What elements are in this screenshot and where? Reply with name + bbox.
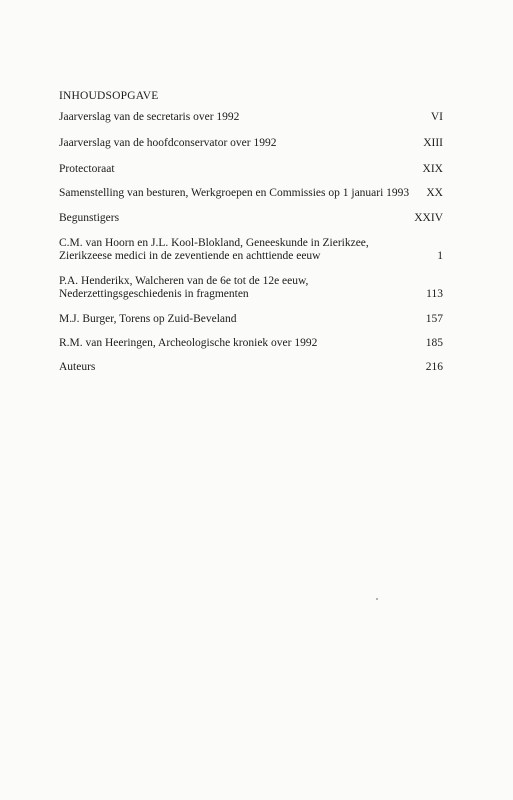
toc-entry	[59, 275, 443, 303]
toc-entry	[59, 361, 443, 375]
toc-entry-title-line: Jaarverslag van de secretaris over 1992	[59, 111, 240, 123]
toc-entry-page: 113	[426, 288, 443, 300]
toc-entry-title-line: P.A. Henderikx, Walcheren van de 6e tot de 12e eeuw,	[59, 275, 309, 287]
toc-entry-title-line: M.J. Burger, Torens op Zuid-Beveland	[59, 313, 237, 325]
toc-entry-page: XXIV	[414, 212, 443, 224]
toc-entry	[59, 313, 443, 327]
toc-entry-page: 185	[425, 337, 443, 349]
toc-entry-title-line: Begunstigers	[59, 212, 120, 224]
toc-entry-title	[59, 313, 237, 326]
toc-entry-title	[59, 187, 409, 200]
toc-entry-page: 157	[425, 313, 443, 325]
toc-entry-title	[59, 137, 276, 150]
toc-entry	[59, 111, 443, 125]
toc-entry-title-line: Zierikzeese medici in de zeventiende en achttiende eeuw	[59, 250, 321, 262]
toc-entry-title	[59, 337, 317, 350]
toc-entry-page: 1	[437, 250, 443, 262]
toc-entry	[59, 137, 443, 151]
toc-heading: INHOUDSOPGAVE	[59, 90, 159, 102]
toc-entry-title-line: Nederzettingsgeschiedenis in fragmenten	[59, 288, 249, 300]
toc-entry-title	[59, 237, 369, 263]
toc-entry-page: XIX	[422, 163, 443, 175]
toc-entry-title	[59, 212, 119, 225]
toc-entry-title-line: Samenstelling van besturen, Werkgroepen en Commissies op 1 januari 1993	[59, 187, 410, 199]
toc-entry-page: VI	[430, 111, 443, 123]
toc-entry	[59, 237, 443, 265]
toc-entry-page: XIII	[423, 137, 443, 149]
toc-entry	[59, 337, 443, 351]
toc-entry-title	[59, 163, 115, 176]
toc-entry-title	[59, 361, 95, 374]
toc-entry-page: XX	[426, 187, 443, 199]
toc-entry	[59, 212, 443, 226]
toc-entry-title	[59, 275, 308, 301]
toc-entry-title-line: R.M. van Heeringen, Archeologische kroniek over 1992	[59, 337, 318, 349]
toc-entry-title	[59, 111, 239, 124]
toc-entry-title-line: Protectoraat	[59, 163, 115, 175]
toc-entry	[59, 163, 443, 177]
toc-entry-title-line: Auteurs	[59, 361, 96, 373]
toc-entry-page: 216	[425, 361, 443, 373]
paper-speck	[376, 598, 378, 600]
toc-entry-title-line: Jaarverslag van de hoofdconservator over 1992	[59, 137, 277, 149]
toc-entry	[59, 187, 443, 201]
toc-entry-title-line: C.M. van Hoorn en J.L. Kool-Blokland, Geneeskunde in Zierikzee,	[59, 237, 369, 249]
